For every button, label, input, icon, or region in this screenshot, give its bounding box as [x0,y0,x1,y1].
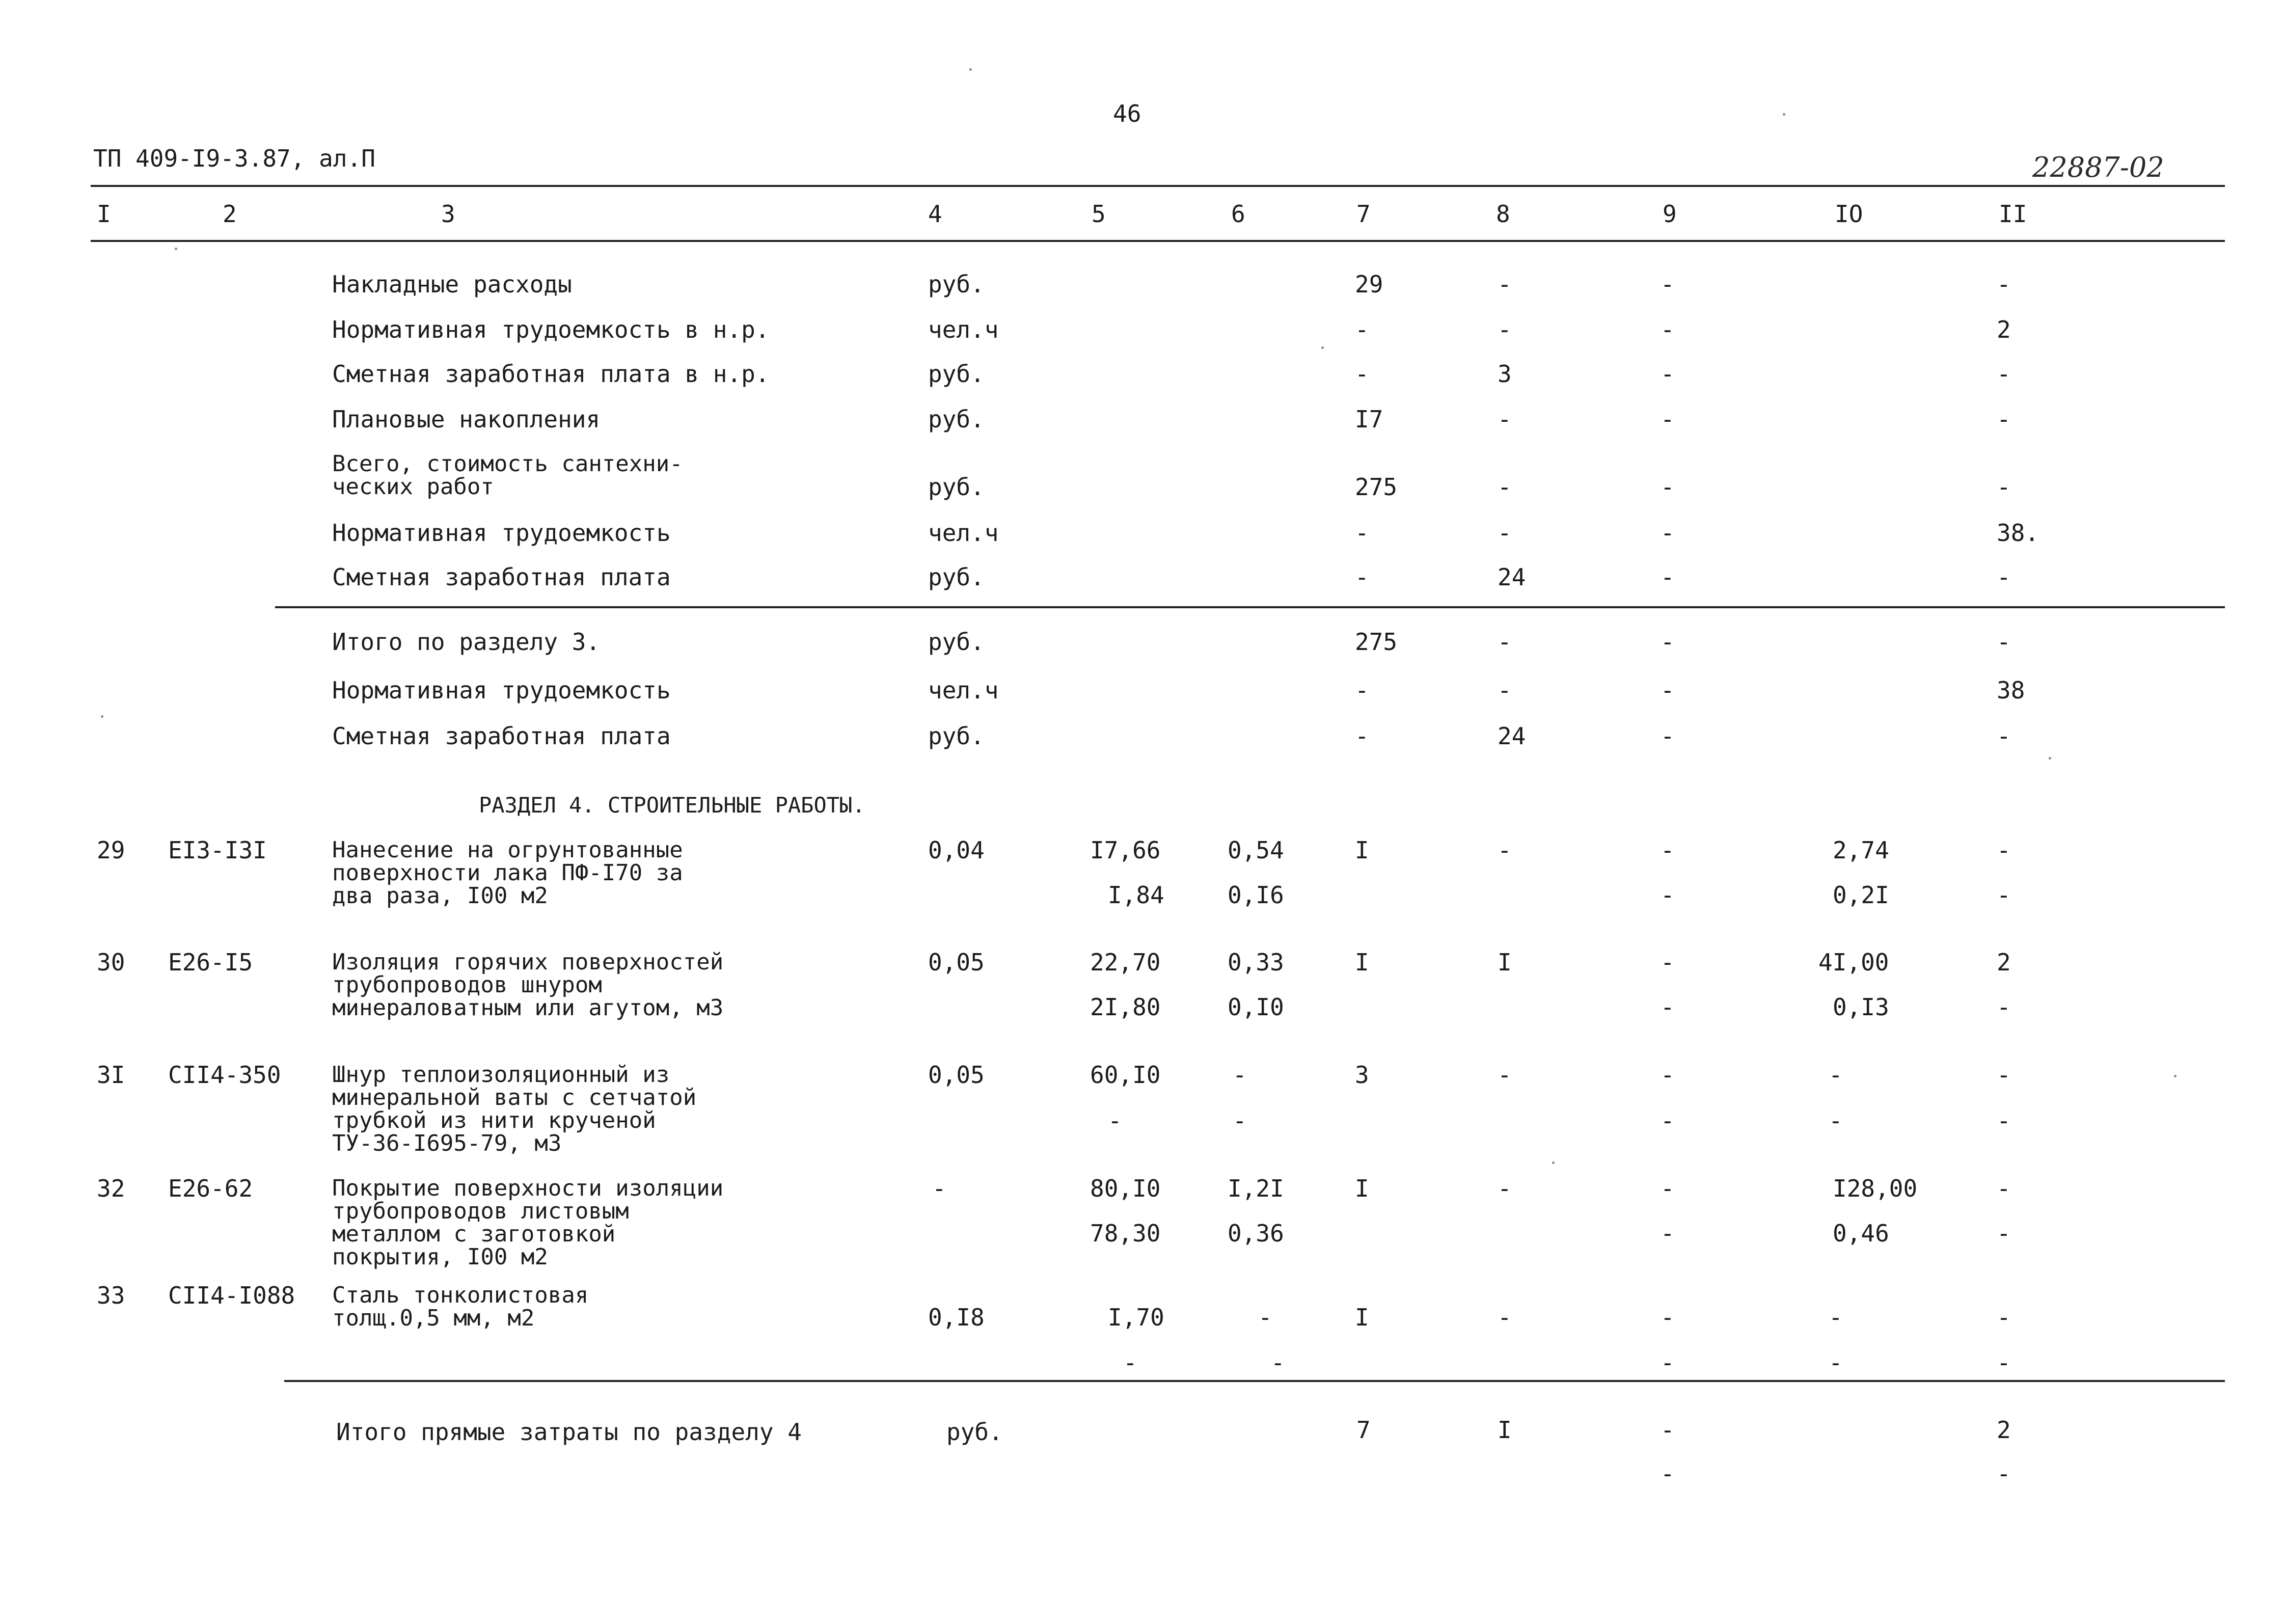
item-cell: I [1355,1175,1369,1202]
section3-total-rule [275,606,2225,608]
summary-cell: 29 [1355,270,1383,298]
summary-unit: руб. [928,563,985,591]
summary-cell: - [1661,473,1675,501]
item-cell: 60,I0 [1090,1061,1161,1089]
final-total-cell: - [1661,1416,1675,1444]
section4-heading: РАЗДЕЛ 4. СТРОИТЕЛЬНЫЕ РАБОТЫ. [479,793,865,818]
item-description: Покрытие поверхности изоляции трубопроводов листовым металлом с заготовкой покрытия, I00 м2 [332,1175,724,1270]
column-header-11: II [1999,200,2027,228]
item-cell: - [1997,881,2011,909]
item-cell: 0,I0 [1228,993,1284,1021]
item-cell: - [1661,949,1675,976]
item-cell: - [1829,1304,1843,1331]
summary-cell: - [1661,519,1675,547]
item-number: 33 [97,1282,125,1309]
final-total-unit: руб. [946,1418,1003,1446]
item-cell: - [1498,1304,1512,1331]
total-unit: чел.ч [928,676,999,704]
summary-cell: - [1661,270,1675,298]
item-cell: 4I,00 [1818,949,1889,976]
summary-unit: руб. [928,270,985,298]
total-cell: - [1355,676,1369,704]
total-cell: - [1355,722,1369,750]
document-reference: ТП 409-I9-3.87, ал.П [93,145,375,172]
scan-speck [2174,1075,2176,1077]
summary-cell: - [1997,270,2011,298]
final-total-cell: 7 [1356,1416,1371,1444]
item-description: Нанесение на огрунтованные поверхности лака ПФ-I70 за два раза, I00 м2 [332,837,683,909]
item-cell: 0,54 [1228,836,1284,864]
item-cell: I7,66 [1090,836,1161,864]
item-cell: - [1997,1304,2011,1331]
item-quantity: 0,I8 [928,1304,985,1331]
total-label: Итого по разделу 3. [332,628,601,656]
final-total-cell: I [1498,1416,1512,1444]
final-total-cell: - [1997,1460,2011,1487]
summary-label: Сметная заработная плата в н.р. [332,360,770,388]
item-cell: - [1271,1349,1285,1376]
column-header-10: IO [1835,200,1863,228]
item-cell: - [1661,836,1675,864]
final-total-cell: 2 [1997,1416,2011,1444]
summary-cell: - [1997,405,2011,433]
summary-label: Нормативная трудоемкость в н.р. [332,316,770,343]
item-cell: 0,I6 [1228,881,1284,909]
column-header-1: I [97,200,111,228]
item-quantity: 0,05 [928,949,985,976]
summary-cell: I7 [1355,405,1383,433]
item-cell: - [1258,1304,1272,1331]
summary-cell: - [1355,316,1369,343]
item-cell: - [1997,1061,2011,1089]
item-description: Сталь тонколистовая толщ.0,5 мм, м2 [332,1282,589,1331]
column-header-5: 5 [1092,200,1106,228]
item-cell: I,84 [1108,881,1164,909]
item-cell: I [1355,1304,1369,1331]
summary-unit: руб. [928,360,985,388]
total-cell: 38 [1997,676,2025,704]
summary-cell: - [1498,270,1512,298]
summary-cell: - [1498,405,1512,433]
item-cell: - [1661,1175,1675,1202]
column-header-4: 4 [928,200,942,228]
item-code: EI3-I3I [168,836,267,864]
summary-label: Нормативная трудоемкость [332,519,671,547]
item-cell: - [1498,1175,1512,1202]
total-unit: руб. [928,628,985,656]
item-cell: I [1355,949,1369,976]
item-cell: 2 [1997,949,2011,976]
item-cell: - [1108,1107,1122,1134]
item-cell: - [1661,993,1675,1021]
total-label: Нормативная трудоемкость [332,676,671,704]
item-code: CII4-350 [168,1061,281,1089]
summary-cell: - [1661,316,1675,343]
summary-unit: руб. [928,473,985,501]
item-number: 30 [97,949,125,976]
item-cell: I28,00 [1833,1175,1918,1202]
final-total-cell: - [1661,1460,1675,1487]
summary-unit: чел.ч [928,316,999,343]
item-cell: - [1829,1061,1843,1089]
column-header-9: 9 [1663,200,1677,228]
item-quantity: 0,05 [928,1061,985,1089]
item-cell: - [1233,1107,1247,1134]
column-header-3: 3 [441,200,455,228]
total-cell: 275 [1355,628,1398,656]
item-cell: 0,36 [1228,1220,1284,1247]
item-cell: - [1661,1349,1675,1376]
summary-cell: 3 [1498,360,1512,388]
item-cell: - [1997,1220,2011,1247]
total-cell: - [1997,722,2011,750]
summary-cell: - [1661,405,1675,433]
item-quantity: - [932,1175,946,1202]
column-header-2: 2 [223,200,237,228]
item-cell: 2,74 [1833,836,1889,864]
summary-cell: - [1661,360,1675,388]
summary-cell: 275 [1355,473,1398,501]
item-cell: - [1997,1107,2011,1134]
scan-speck [1552,1161,1555,1164]
scan-speck [101,715,103,718]
summary-cell: - [1498,519,1512,547]
item-cell: - [1661,1220,1675,1247]
column-header-7: 7 [1356,200,1371,228]
item-cell: 80,I0 [1090,1175,1161,1202]
header-top-rule [91,185,2225,187]
item-cell: 0,2I [1833,881,1889,909]
header-bottom-rule [91,240,2225,242]
item-quantity: 0,04 [928,836,985,864]
summary-unit: чел.ч [928,519,999,547]
item-number: 29 [97,836,125,864]
column-header-8: 8 [1496,200,1510,228]
item-code: CII4-I088 [168,1282,295,1309]
summary-cell: 2 [1997,316,2011,343]
item-cell: - [1661,1304,1675,1331]
summary-label: Сметная заработная плата [332,563,671,591]
summary-cell: 38. [1997,519,2039,547]
item-description: Изоляция горячих поверхностей трубопроводов шнуром минераловатным или агутом, м3 [332,949,724,1021]
archive-stamp: 22887-02 [2032,151,2164,183]
total-cell: - [1997,628,2011,656]
scan-speck [1321,346,1324,349]
item-cell: - [1997,1175,2011,1202]
item-cell: 22,70 [1090,949,1161,976]
summary-label: Всего, стоимость сантехни- ческих работ [332,451,683,500]
item-cell: - [1997,993,2011,1021]
total-cell: - [1661,676,1675,704]
total-label: Сметная заработная плата [332,722,671,750]
scan-speck [175,248,177,250]
item-cell: - [1829,1107,1843,1134]
summary-cell: - [1997,360,2011,388]
summary-cell: - [1661,563,1675,591]
summary-cell: - [1997,473,2011,501]
scan-speck [969,68,972,71]
page-number: 46 [1113,100,1141,127]
item-cell: I [1355,836,1369,864]
total-cell: - [1661,722,1675,750]
item-code: E26-62 [168,1175,253,1202]
item-cell: I,2I [1228,1175,1284,1202]
item-code: E26-I5 [168,949,253,976]
item-cell: - [1233,1061,1247,1089]
summary-cell: - [1355,563,1369,591]
item-cell: - [1498,836,1512,864]
section4-total-rule [284,1380,2225,1382]
item-cell: 0,33 [1228,949,1284,976]
summary-cell: - [1355,519,1369,547]
item-cell: - [1997,836,2011,864]
final-total-label: Итого прямые затраты по разделу 4 [336,1418,802,1446]
summary-cell: - [1498,316,1512,343]
total-cell: - [1498,628,1512,656]
total-cell: - [1661,628,1675,656]
item-cell: I [1498,949,1512,976]
item-cell: - [1829,1349,1843,1376]
item-cell: I,70 [1108,1304,1164,1331]
summary-cell: - [1498,473,1512,501]
item-cell: - [1123,1349,1137,1376]
total-cell: 24 [1498,722,1526,750]
item-cell: - [1661,1061,1675,1089]
item-cell: 2I,80 [1090,993,1161,1021]
summary-cell: - [1355,360,1369,388]
scan-speck [1783,113,1785,116]
total-unit: руб. [928,722,985,750]
item-cell: - [1661,1107,1675,1134]
scan-speck [2049,757,2051,760]
total-cell: - [1498,676,1512,704]
summary-label: Плановые накопления [332,405,601,433]
summary-unit: руб. [928,405,985,433]
item-number: 32 [97,1175,125,1202]
item-cell: - [1997,1349,2011,1376]
summary-cell: 24 [1498,563,1526,591]
item-cell: - [1498,1061,1512,1089]
item-cell: 78,30 [1090,1220,1161,1247]
column-header-6: 6 [1231,200,1245,228]
summary-cell: - [1997,563,2011,591]
item-description: Шнур теплоизоляционный из минеральной ваты с сетчатой трубкой из нити крученой ТУ-36-I695-79, м3 [332,1062,697,1156]
item-number: 3I [97,1061,125,1089]
item-cell: 0,I3 [1833,993,1889,1021]
item-cell: - [1661,881,1675,909]
summary-label: Накладные расходы [332,270,572,298]
item-cell: 0,46 [1833,1220,1889,1247]
item-cell: 3 [1355,1061,1369,1089]
